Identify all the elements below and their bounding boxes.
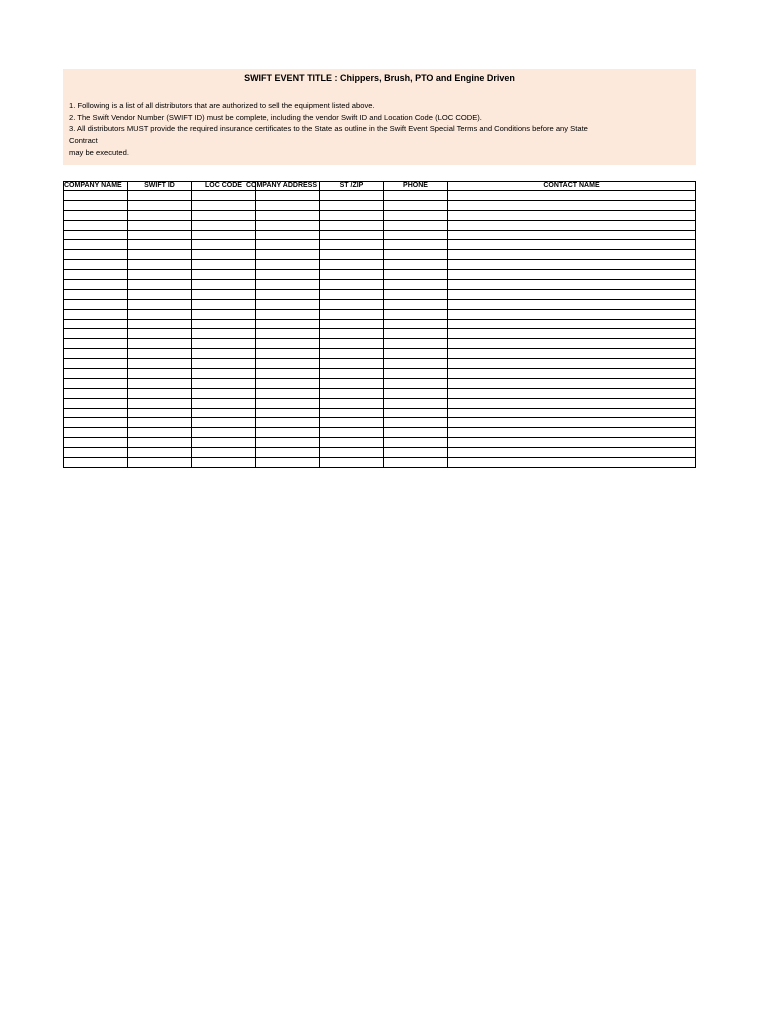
- table-row: [64, 408, 696, 418]
- table-cell: [256, 438, 320, 448]
- table-cell: [192, 458, 256, 468]
- table-row: [64, 240, 696, 250]
- table-cell: [448, 349, 696, 359]
- table-cell: [256, 220, 320, 230]
- table-cell: [128, 319, 192, 329]
- table-cell: [256, 200, 320, 210]
- table-cell: [64, 428, 128, 438]
- table-cell: [192, 388, 256, 398]
- table-row: [64, 398, 696, 408]
- table-cell: [128, 270, 192, 280]
- table-cell: [256, 398, 320, 408]
- table-cell: [64, 339, 128, 349]
- table-cell: [320, 250, 384, 260]
- table-cell: [128, 240, 192, 250]
- table-cell: [64, 210, 128, 220]
- table-cell: [448, 329, 696, 339]
- table-cell: [320, 289, 384, 299]
- table-cell: [320, 299, 384, 309]
- table-cell: [256, 329, 320, 339]
- table-cell: [320, 378, 384, 388]
- table-cell: [256, 319, 320, 329]
- table-cell: [128, 398, 192, 408]
- table-cell: [448, 260, 696, 270]
- table-cell: [64, 240, 128, 250]
- table-cell: [256, 250, 320, 260]
- table-cell: [320, 408, 384, 418]
- table-cell: [320, 319, 384, 329]
- table-cell: [256, 240, 320, 250]
- table-row: [64, 418, 696, 428]
- table-cell: [320, 349, 384, 359]
- table-cell: [256, 339, 320, 349]
- table-cell: [192, 250, 256, 260]
- table-cell: [320, 309, 384, 319]
- table-cell: [256, 388, 320, 398]
- table-cell: [192, 210, 256, 220]
- table-cell: [128, 309, 192, 319]
- table-cell: [64, 438, 128, 448]
- table-cell: [384, 200, 448, 210]
- table-cell: [128, 369, 192, 379]
- table-cell: [64, 408, 128, 418]
- instructions-banner: [63, 69, 696, 165]
- table-cell: [192, 191, 256, 201]
- table-cell: [320, 260, 384, 270]
- column-header-company-address: COMPANY ADDRESS: [256, 182, 320, 191]
- table-row: [64, 289, 696, 299]
- table-cell: [192, 230, 256, 240]
- table-row: [64, 230, 696, 240]
- table-cell: [256, 369, 320, 379]
- table-cell: [448, 280, 696, 290]
- table-cell: [128, 458, 192, 468]
- table-cell: [128, 448, 192, 458]
- table-cell: [192, 329, 256, 339]
- table-cell: [64, 349, 128, 359]
- table-cell: [192, 240, 256, 250]
- instruction-line-3: 3. All distributors MUST provide the required insurance certificates to the State as outline in the Swift Event Special Terms and Conditions before any State: [69, 124, 588, 134]
- table-cell: [256, 418, 320, 428]
- table-cell: [448, 359, 696, 369]
- table-cell: [64, 378, 128, 388]
- table-cell: [64, 299, 128, 309]
- table-cell: [448, 191, 696, 201]
- table-cell: [128, 191, 192, 201]
- table-cell: [384, 349, 448, 359]
- table-cell: [320, 369, 384, 379]
- table-cell: [128, 329, 192, 339]
- table-cell: [256, 230, 320, 240]
- table-row: [64, 299, 696, 309]
- table-cell: [448, 220, 696, 230]
- table-cell: [384, 299, 448, 309]
- table-cell: [448, 270, 696, 280]
- table-cell: [320, 220, 384, 230]
- table-cell: [384, 339, 448, 349]
- table-cell: [192, 369, 256, 379]
- table-cell: [256, 428, 320, 438]
- column-header-swift-id: SWIFT ID: [128, 182, 192, 191]
- table-cell: [192, 428, 256, 438]
- table-cell: [256, 299, 320, 309]
- table-cell: [64, 289, 128, 299]
- table-cell: [384, 220, 448, 230]
- table-cell: [448, 319, 696, 329]
- table-cell: [192, 309, 256, 319]
- table-cell: [192, 280, 256, 290]
- table-cell: [128, 220, 192, 230]
- table-cell: [448, 418, 696, 428]
- table-cell: [256, 191, 320, 201]
- table-cell: [320, 339, 384, 349]
- table-cell: [448, 408, 696, 418]
- table-cell: [448, 240, 696, 250]
- table-cell: [384, 448, 448, 458]
- table-cell: [192, 289, 256, 299]
- column-header-company-name: COMPANY NAME: [64, 182, 128, 191]
- table-cell: [320, 270, 384, 280]
- table-cell: [320, 458, 384, 468]
- table-cell: [64, 220, 128, 230]
- table-cell: [320, 388, 384, 398]
- table-cell: [448, 448, 696, 458]
- table-cell: [384, 388, 448, 398]
- table-cell: [64, 418, 128, 428]
- table-cell: [384, 408, 448, 418]
- table-cell: [256, 408, 320, 418]
- table-cell: [256, 210, 320, 220]
- table-cell: [384, 309, 448, 319]
- table-row: [64, 349, 696, 359]
- table-cell: [128, 200, 192, 210]
- table-cell: [128, 339, 192, 349]
- table-cell: [448, 458, 696, 468]
- table-cell: [448, 428, 696, 438]
- table-cell: [64, 270, 128, 280]
- table-cell: [128, 289, 192, 299]
- table-row: [64, 378, 696, 388]
- table-cell: [64, 398, 128, 408]
- table-row: [64, 359, 696, 369]
- table-cell: [320, 240, 384, 250]
- table-cell: [64, 250, 128, 260]
- table-cell: [256, 378, 320, 388]
- table-cell: [192, 299, 256, 309]
- table-cell: [192, 398, 256, 408]
- table-cell: [64, 448, 128, 458]
- table-cell: [384, 280, 448, 290]
- table-cell: [448, 210, 696, 220]
- table-cell: [384, 240, 448, 250]
- table-cell: [384, 230, 448, 240]
- column-header-st-zip: ST /ZIP: [320, 182, 384, 191]
- table-cell: [64, 359, 128, 369]
- table-cell: [256, 289, 320, 299]
- table-cell: [192, 408, 256, 418]
- table-cell: [384, 369, 448, 379]
- table-cell: [320, 398, 384, 408]
- table-cell: [384, 191, 448, 201]
- table-cell: [448, 438, 696, 448]
- table-row: [64, 319, 696, 329]
- instruction-line-2: 2. The Swift Vendor Number (SWIFT ID) must be complete, including the vendor Swift ID and Location Code (LOC CODE).: [69, 112, 482, 122]
- table-cell: [448, 398, 696, 408]
- table-cell: [64, 329, 128, 339]
- table-cell: [192, 270, 256, 280]
- table-cell: [128, 428, 192, 438]
- table-row: [64, 339, 696, 349]
- table-cell: [64, 200, 128, 210]
- table-cell: [448, 378, 696, 388]
- table-header-row: [64, 182, 696, 191]
- instruction-line-5: may be executed.: [69, 147, 129, 157]
- instructions-list: [69, 100, 689, 159]
- table-cell: [384, 378, 448, 388]
- table-cell: [448, 339, 696, 349]
- table-row: [64, 200, 696, 210]
- table-row: [64, 280, 696, 290]
- table-cell: [192, 418, 256, 428]
- table-cell: [128, 280, 192, 290]
- table-cell: [320, 418, 384, 428]
- table-cell: [384, 418, 448, 428]
- table-cell: [448, 250, 696, 260]
- column-header-loc-code: LOC CODE: [192, 182, 256, 191]
- table-cell: [192, 339, 256, 349]
- table-cell: [128, 388, 192, 398]
- table-cell: [256, 349, 320, 359]
- instruction-line-4: Contract: [69, 136, 98, 146]
- table-row: [64, 428, 696, 438]
- table-cell: [192, 200, 256, 210]
- table-cell: [384, 438, 448, 448]
- column-header-phone: PHONE: [384, 182, 448, 191]
- table-cell: [256, 458, 320, 468]
- table-cell: [64, 369, 128, 379]
- table-cell: [192, 319, 256, 329]
- table-cell: [192, 260, 256, 270]
- table-cell: [192, 438, 256, 448]
- table-cell: [64, 191, 128, 201]
- column-header-contact-name: CONTACT NAME: [448, 182, 696, 191]
- table-cell: [64, 458, 128, 468]
- table-cell: [64, 388, 128, 398]
- table-cell: [128, 210, 192, 220]
- table-cell: [320, 329, 384, 339]
- table-cell: [256, 260, 320, 270]
- table-cell: [128, 408, 192, 418]
- table-cell: [384, 210, 448, 220]
- table-cell: [192, 220, 256, 230]
- table-cell: [448, 299, 696, 309]
- table-cell: [384, 398, 448, 408]
- table-cell: [384, 319, 448, 329]
- table-cell: [320, 191, 384, 201]
- table-cell: [384, 250, 448, 260]
- table-cell: [192, 448, 256, 458]
- table-row: [64, 191, 696, 201]
- table-cell: [384, 428, 448, 438]
- table-cell: [320, 200, 384, 210]
- table-row: [64, 448, 696, 458]
- table-cell: [384, 270, 448, 280]
- table-cell: [192, 359, 256, 369]
- table-cell: [256, 270, 320, 280]
- table-cell: [256, 359, 320, 369]
- table-cell: [448, 230, 696, 240]
- table-row: [64, 309, 696, 319]
- table-cell: [448, 289, 696, 299]
- table-cell: [128, 250, 192, 260]
- table-cell: [384, 289, 448, 299]
- table-cell: [64, 309, 128, 319]
- table-cell: [320, 428, 384, 438]
- table-cell: [128, 230, 192, 240]
- table-cell: [128, 299, 192, 309]
- table-cell: [64, 280, 128, 290]
- table-cell: [320, 210, 384, 220]
- table-row: [64, 438, 696, 448]
- table-cell: [128, 260, 192, 270]
- table-cell: [64, 230, 128, 240]
- table-cell: [320, 438, 384, 448]
- table-cell: [448, 200, 696, 210]
- distributor-table: [63, 181, 696, 468]
- table-body: [64, 191, 696, 468]
- table-cell: [128, 349, 192, 359]
- table-cell: [256, 448, 320, 458]
- table-cell: [384, 359, 448, 369]
- table-cell: [128, 418, 192, 428]
- table-cell: [128, 378, 192, 388]
- table-cell: [320, 448, 384, 458]
- table-row: [64, 270, 696, 280]
- table-cell: [128, 359, 192, 369]
- table-row: [64, 210, 696, 220]
- table-cell: [320, 359, 384, 369]
- table-cell: [320, 230, 384, 240]
- table-cell: [64, 319, 128, 329]
- table-cell: [384, 458, 448, 468]
- table-row: [64, 260, 696, 270]
- table-cell: [128, 438, 192, 448]
- table-row: [64, 369, 696, 379]
- table-row: [64, 329, 696, 339]
- table-cell: [256, 280, 320, 290]
- table-cell: [256, 309, 320, 319]
- instruction-line-1: 1. Following is a list of all distributors that are authorized to sell the equipment listed above.: [69, 101, 375, 110]
- table-cell: [192, 349, 256, 359]
- table-row: [64, 458, 696, 468]
- table-cell: [64, 260, 128, 270]
- table-cell: [320, 280, 384, 290]
- table-cell: [192, 378, 256, 388]
- table-cell: [448, 369, 696, 379]
- event-title: SWIFT EVENT TITLE : Chippers, Brush, PTO and Engine Driven: [244, 73, 515, 83]
- table-cell: [448, 388, 696, 398]
- table-cell: [384, 260, 448, 270]
- table-row: [64, 388, 696, 398]
- table-row: [64, 220, 696, 230]
- table-cell: [448, 309, 696, 319]
- table-cell: [384, 329, 448, 339]
- table-row: [64, 250, 696, 260]
